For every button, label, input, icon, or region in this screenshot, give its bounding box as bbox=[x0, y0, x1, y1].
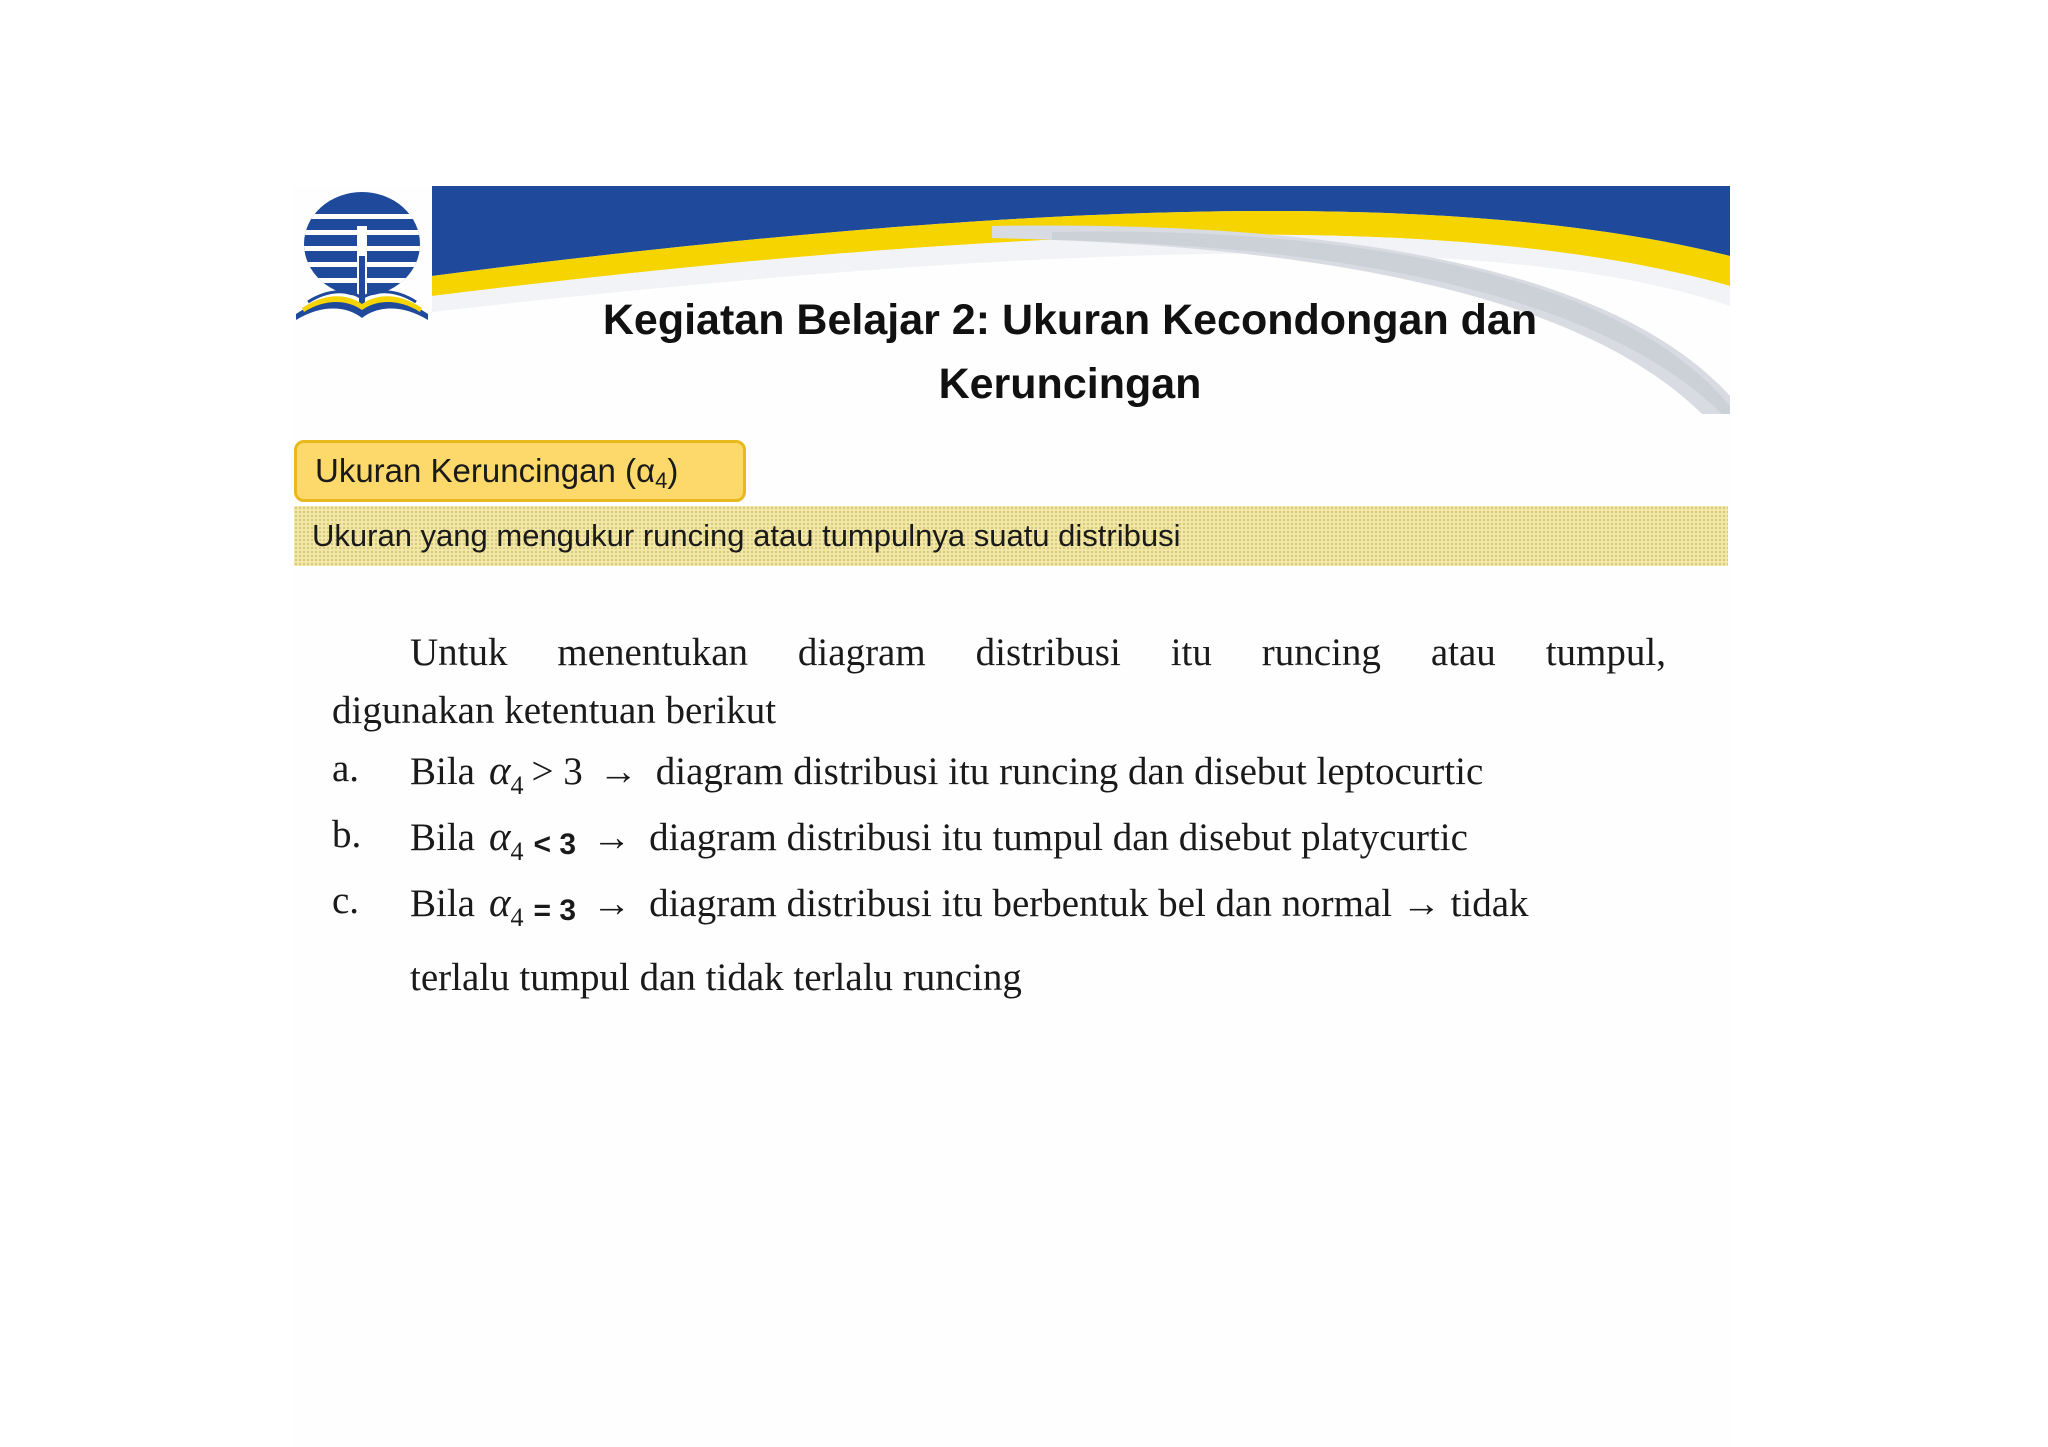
page-title bbox=[500, 288, 1640, 416]
arrow-icon: → bbox=[592, 816, 632, 859]
bila-word: Bila bbox=[410, 816, 475, 859]
alpha-char: α bbox=[489, 747, 511, 793]
title-line-1: Kegiatan Belajar 2: Ukuran Kecondongan dan bbox=[602, 296, 1538, 344]
intro-word: runcing bbox=[1261, 631, 1381, 674]
section-heading-label: Ukuran Keruncingan (α bbox=[315, 452, 656, 489]
list-content bbox=[410, 746, 1484, 800]
intro-line-1 bbox=[410, 630, 1666, 684]
alpha-subscript: 4 bbox=[510, 837, 524, 866]
intro-word: itu bbox=[1170, 631, 1212, 674]
definition-text: Ukuran yang mengukur runcing atau tumpulnya suatu distribusi bbox=[312, 518, 1181, 553]
arrow-icon: → bbox=[598, 750, 638, 793]
item-text: diagram distribusi itu berbentuk bel dan normal → tidak bbox=[649, 882, 1529, 925]
intro-word: Untuk bbox=[410, 631, 508, 674]
alpha-char: α bbox=[489, 813, 511, 859]
intro-word: diagram bbox=[797, 631, 926, 674]
alpha-subscript: 4 bbox=[510, 771, 524, 800]
comparison-operator: > 3 bbox=[531, 750, 583, 793]
intro-word: atau bbox=[1430, 631, 1496, 674]
alpha-symbol bbox=[489, 747, 524, 800]
item-text: diagram distribusi itu runcing dan disebut leptocurtic bbox=[655, 750, 1484, 793]
section-heading-subscript: 4 bbox=[655, 468, 668, 493]
list-marker: b. bbox=[332, 813, 362, 856]
alpha-char: α bbox=[489, 879, 511, 925]
title-line-2: Keruncingan bbox=[938, 360, 1202, 408]
alpha-subscript: 4 bbox=[510, 903, 524, 932]
intro-word: tumpul, bbox=[1545, 631, 1666, 674]
comparison-operator: < 3 bbox=[533, 828, 577, 861]
list-content bbox=[410, 878, 1529, 932]
list-marker: a. bbox=[332, 747, 360, 790]
section-heading-close: ) bbox=[667, 452, 679, 489]
list-content bbox=[410, 812, 1468, 866]
intro-word: distribusi bbox=[975, 631, 1121, 674]
item-text: diagram distribusi itu tumpul dan disebut platycurtic bbox=[649, 816, 1468, 859]
intro-line-2: digunakan ketentuan berikut bbox=[332, 689, 777, 732]
intro-word: menentukan bbox=[557, 631, 749, 674]
list-marker: c. bbox=[332, 879, 360, 922]
list-item-c-continuation: terlalu tumpul dan tidak terlalu runcing bbox=[410, 956, 1022, 999]
institution-logo-icon bbox=[292, 186, 432, 336]
comparison-operator: = 3 bbox=[533, 894, 577, 927]
arrow-icon: → bbox=[592, 882, 632, 925]
bila-word: Bila bbox=[410, 882, 475, 925]
alpha-symbol bbox=[489, 879, 524, 932]
section-heading bbox=[294, 440, 746, 502]
definition-banner bbox=[294, 506, 1728, 566]
alpha-symbol bbox=[489, 813, 524, 866]
bila-word: Bila bbox=[410, 750, 475, 793]
